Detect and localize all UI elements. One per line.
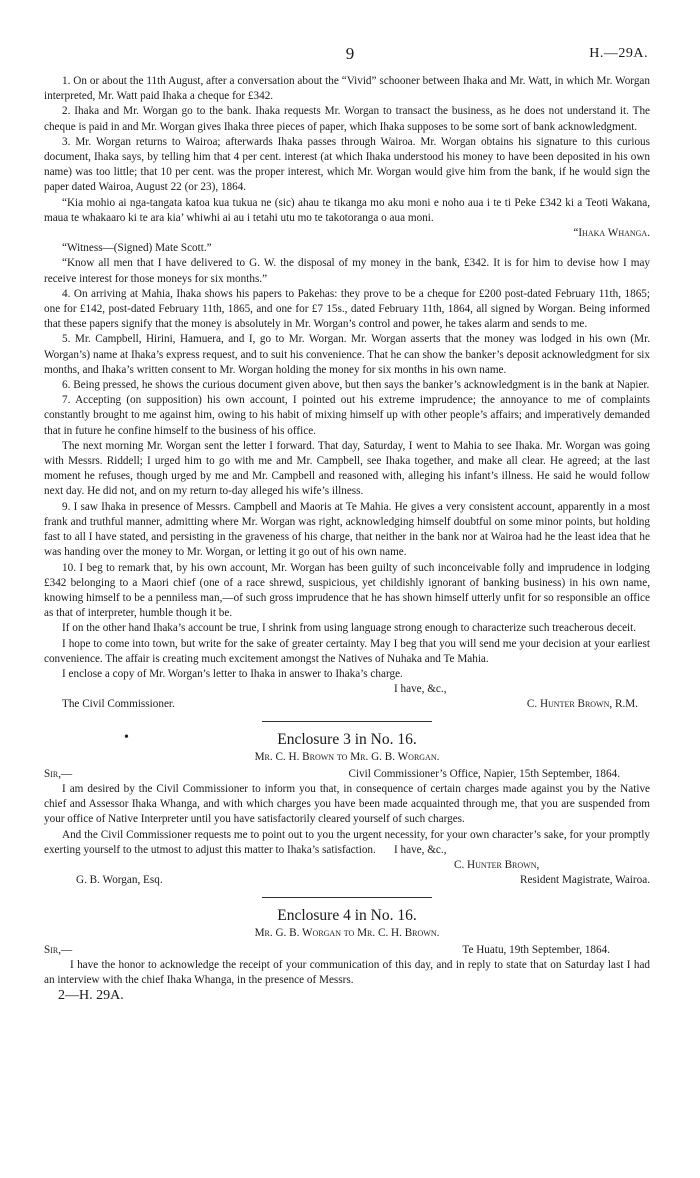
addressee: The Civil Commissioner. [62, 698, 175, 711]
bullet-mark: • [124, 729, 129, 745]
signer-title: Resident Magistrate, Wairoa. [520, 874, 650, 887]
signer: C. Hunter Brown, R.M. [526, 698, 638, 711]
paragraph: The next morning Mr. Worgan sent the letter I forward. That day, Saturday, I went to Mahia to see Ihaka. Mr. Worgan was going with Messrs. Riddell; I urged him to go with me and Mr. Campbell, see Ihaka together, and make all clear. He agreed; at the last moment he refuses, though urged by me and Mr. Campbell and reasoned with, alleging his infant’s illness. He said he would follow next day. He did not, and on my return to-day alleged his wife’s illness. [44, 439, 650, 498]
witness-line: “Witness—(Signed) Mate Scott.” [62, 242, 212, 255]
document-reference: H.—29A. [589, 46, 648, 61]
paragraph: 2. Ihaka and Mr. Worgan go to the bank. Ihaka requests Mr. Worgan to transact the business, as he does not understand it. The cheque is paid in and Mr. Worgan gives Ihaka three pieces of paper, which Ihaka supposes to be some sort of bank acknowledgment. [44, 105, 650, 133]
place-date: Civil Commissioner’s Office, Napier, 15th September, 1864. [348, 767, 620, 780]
paragraph: If on the other hand Ihaka’s account be true, I shrink from using language strong enough to characterize such treacherous deceit. [62, 622, 637, 635]
paragraph: I enclose a copy of Mr. Worgan’s letter to Ihaka in answer to Ihaka’s charge. [62, 667, 403, 680]
paragraph: I hope to come into town, but write for the sake of greater certainty. May I beg that you will send me your decision at your earliest convenience. The affair is creating much excitement amongst the Natives of Nuhaka and Te Mahia. [44, 637, 650, 665]
enclosure-subtitle: Mr. G. B. Worgan to Mr. C. H. Brown. [254, 926, 440, 939]
paragraph: 6. Being pressed, he shows the curious document given above, but then says the banker’s acknowledgment is in the bank at Napier. [62, 379, 650, 392]
english-quote: “Know all men that I have delivered to G. W. the disposal of my money in the bank, £342. It is for him to devise how I may receive interest for those moneys for six months.” [44, 257, 650, 285]
maori-signature: “Ihaka Whanga. [573, 227, 650, 240]
section-divider [262, 721, 432, 722]
document-body [44, 74, 650, 1004]
closing-signature-row [44, 697, 650, 712]
closing-i-have: I have, &c., [394, 843, 447, 856]
paragraph: 10. I beg to remark that, by his own account, Mr. Worgan has been guilty of such inconceivable folly and imprudence in lodging £342 belonging to a Maori chief (one of a race shrewd, suspicious, yet childishly ignorant of banking business) in his own name, knowing himself to be a penniless man,—of such gross imprudence that he has shown himself utterly unfit for so responsible an office as that of interpreter, humble though it be. [44, 561, 650, 620]
page-number: 9 [345, 44, 355, 63]
paragraph: 1. On or about the 11th August, after a conversation about the “Vivid” schooner between Ihaka and Mr. Watt, in which Mr. Worgan interpreted, Mr. Watt paid Ihaka a cheque for £342. [44, 75, 650, 103]
enclosure-3 [44, 730, 650, 889]
enclosure-title: Enclosure 3 in No. 16. [277, 730, 417, 748]
paragraph: I am desired by the Civil Commissioner to inform you that, in consequence of certain charges made against you by the Native chief and Assessor Ihaka Whanga, and with which charges you have been made acquainted through me, that you are suspended from your office of Native Interpreter until you have satisfactorily cleared yourself of such charges. [44, 782, 650, 826]
salutation-row [44, 943, 650, 958]
section-divider [262, 897, 432, 898]
salutation-row [44, 767, 650, 782]
enclosure-title: Enclosure 4 in No. 16. [277, 906, 417, 924]
paragraph: And the Civil Commissioner requests me to point out to you the urgent necessity, for your own character’s sake, for your promptly exerting yourself to the utmost to adjust this matter to Ihaka’s satisfaction. [44, 828, 650, 856]
paragraph: 7. Accepting (on supposition) his own account, I pointed out his extreme imprudence; the annoyance to me of complaints constantly brought to me against him, owing to his habit of mixing himself up with other people’s affairs; and imperatively demanded that in future he confine himself to the business of his office. [44, 394, 650, 437]
paragraph: I have the honor to acknowledge the receipt of your communication of this day, and in reply to state that on Saturday last I had an interview with the chief Ihaka Whanga, in the presence of Messrs. [44, 958, 650, 987]
enclosure-subtitle: Mr. C. H. Brown to Mr. G. B. Worgan. [254, 750, 440, 763]
paragraph: 3. Mr. Worgan returns to Wairoa; afterwards Ihaka passes through Wairoa. Mr. Worgan obtains his signature to this curious document, Ihaka says, by telling him that 4 per cent. interest (at which Ihaka understood his money to have been deposited in his own name) was too little; that 10 per cent. was the proper interest, which Mr. Worgan would give him from the bank, if he would sign the paper dated Wairoa, August 22 (or 23), 1864. [44, 135, 650, 194]
paragraph: 9. I saw Ihaka in presence of Messrs. Campbell and Maoris at Te Mahia. He gives a very consistent account, apparently in a most frank and truthful manner, admitting where Mr. Worgan was right, acknowledging himself doubtful on some minor points, but holding fast to all I have stated, and persisting in the graveness of his charge, that neither in the bank nor at Wairoa had he the least idea that he was handing over the money to Mr. Worgan, or letting it go out of his own name. [44, 500, 650, 559]
signer: C. Hunter Brown, [454, 859, 540, 872]
footer-reference: 2—H. 29A. [58, 988, 124, 1004]
enclosure-4 [44, 906, 650, 989]
closing-signature-row [44, 873, 650, 888]
place-date: Te Huatu, 19th September, 1864. [462, 943, 610, 956]
addressee: G. B. Worgan, Esq. [76, 874, 163, 887]
paragraph: 5. Mr. Campbell, Hirini, Hamuera, and I, go to Mr. Worgan. Mr. Worgan asserts that the money was lodged in his own (Mr. Worgan’s) name at Ihaka’s express request, and to suit his convenience. That he can show the banker’s deposit acknowledgment for six months, and Ihaka’s written consent to Mr. Worgan holding the money for six months in his own name. [44, 333, 650, 376]
maori-quote: “Kia mohio ai nga-tangata katoa kua tukua ne (sic) ahau te tikanga mo aku moni e noho aua i te ti Peke £342 ki a Teoti Wakana, maua te whakaaro ki te ara kia’ whiwhi ai au i tetahi utu mo te takotoranga o aua moni. [44, 196, 650, 224]
salutation: Sir,— [44, 767, 73, 780]
closing-i-have: I have, &c., [394, 683, 447, 696]
paragraph: 4. On arriving at Mahia, Ihaka shows his papers to Pakehas: they prove to be a cheque for £200 post-dated February 11th, 1865; one for £142, post-dated February 11th, 1865, and one for £7 15s., dated February 11th, 1864, all signed by Worgan. Being informed that these papers signify that the money is absolutely in Mr. Worgan’s control and power, he takes alarm and sends to me. [44, 287, 650, 331]
salutation: Sir,— [44, 943, 73, 956]
